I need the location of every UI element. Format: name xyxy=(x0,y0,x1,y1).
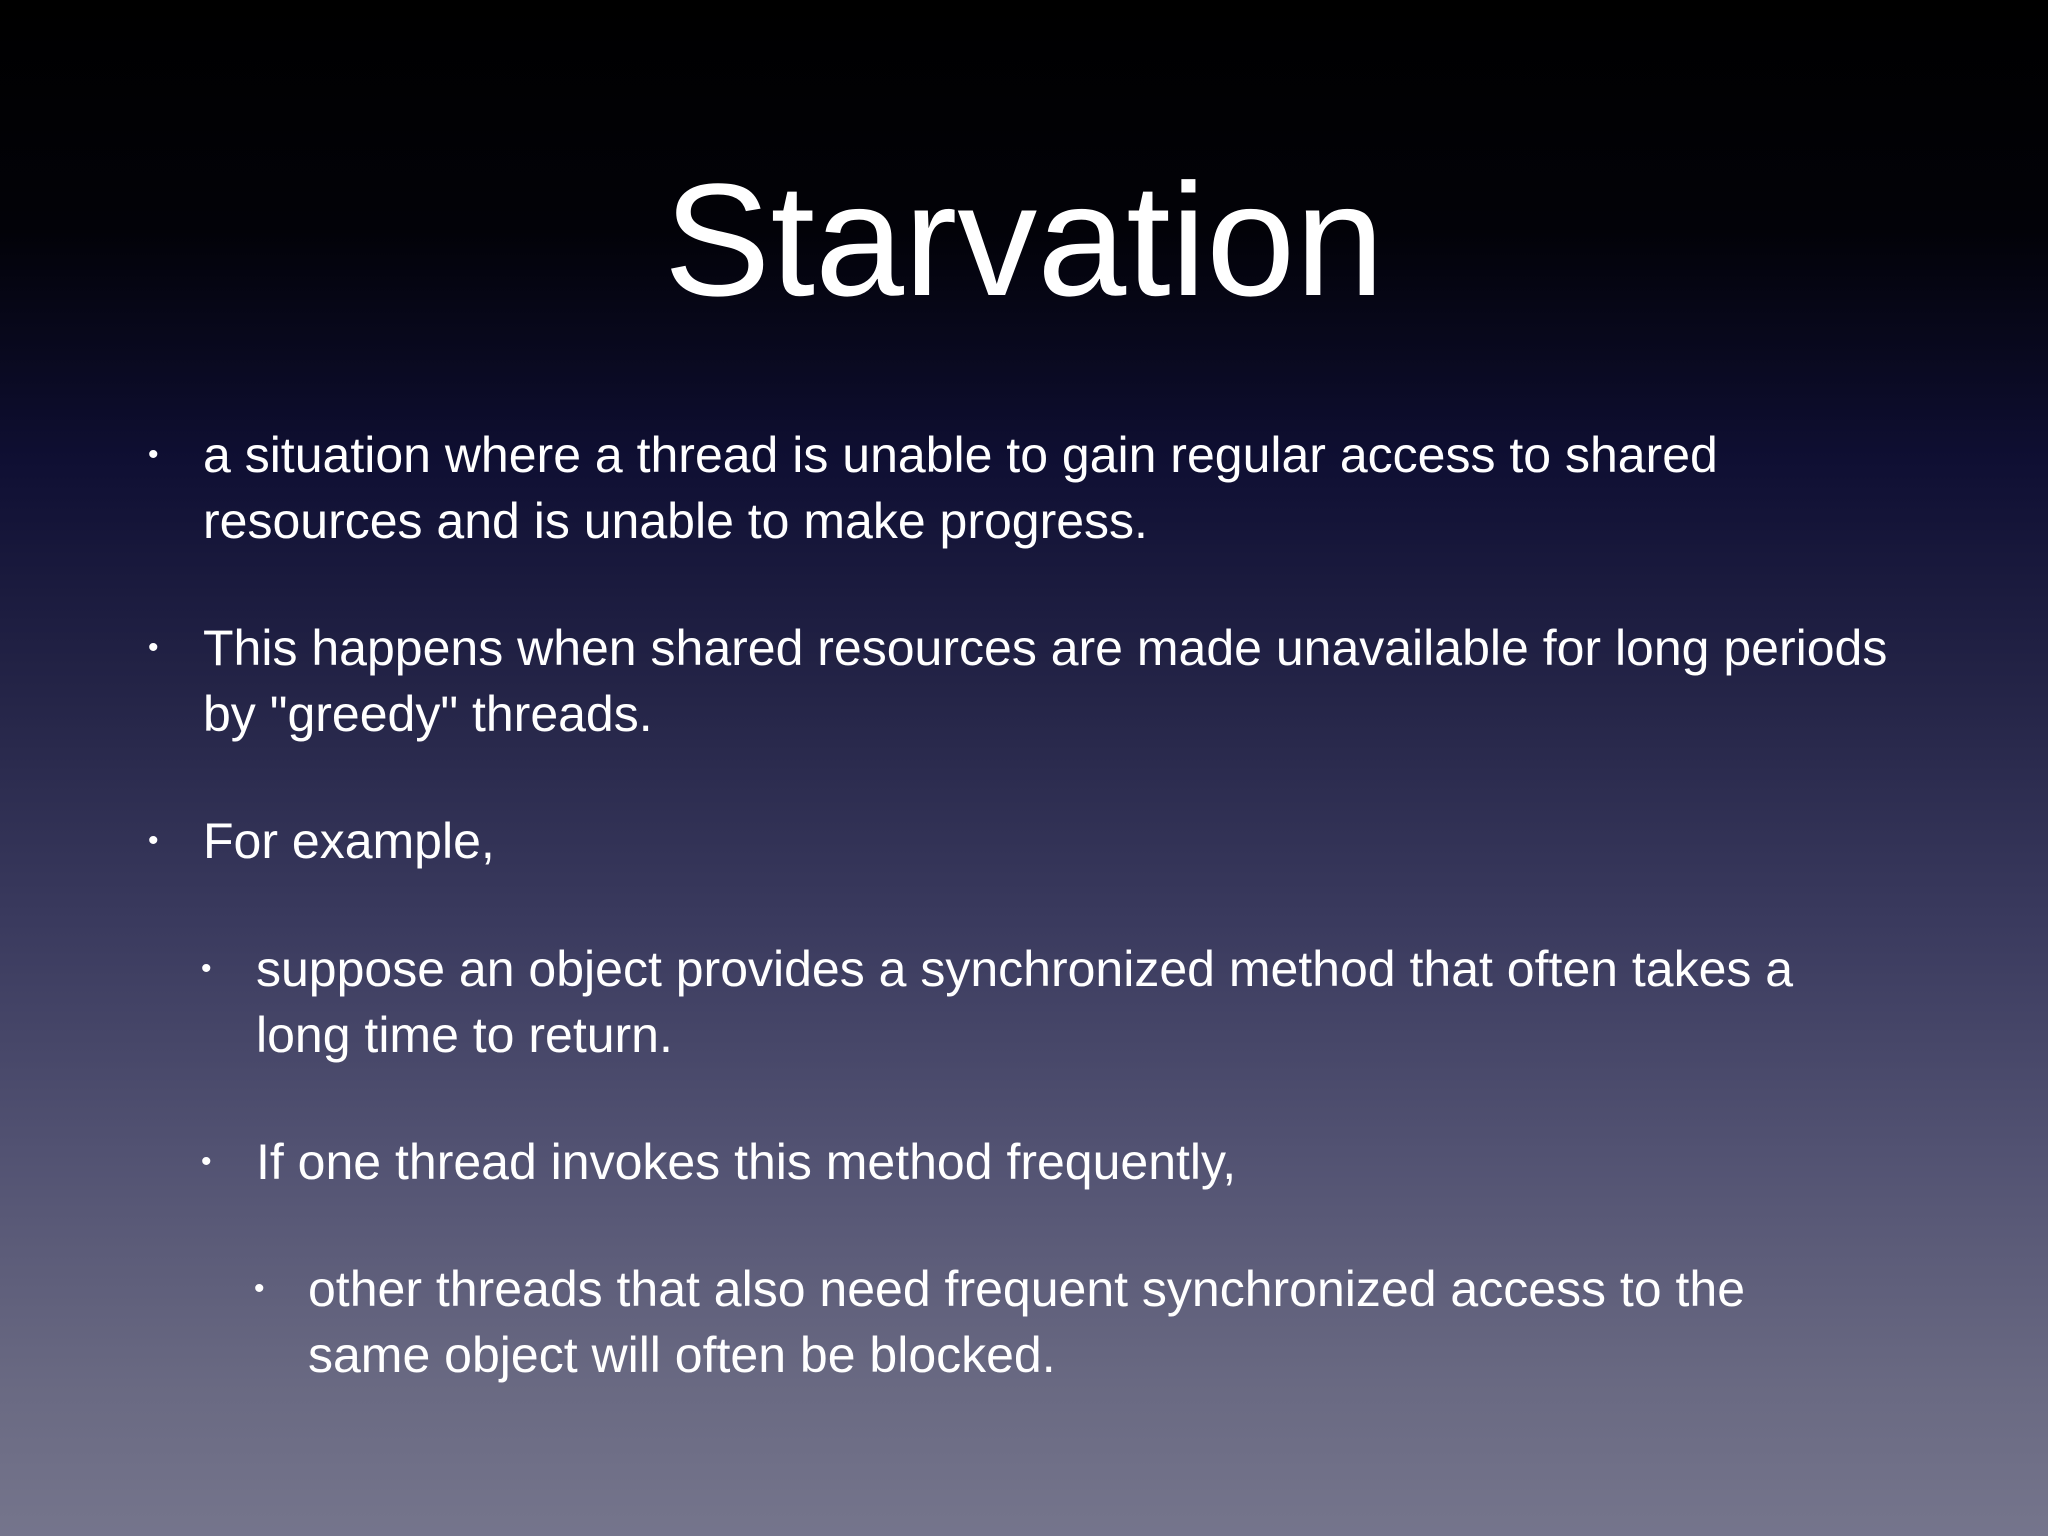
bullet-text: other threads that also need frequent synchronized access to the same object will often be blocked. xyxy=(308,1261,1746,1383)
bullet-text: For example, xyxy=(203,813,495,869)
bullet-text: a situation where a thread is unable to gain regular access to shared resources and is unable to make progress. xyxy=(203,427,1718,549)
bullet-text: If one thread invokes this method frequently, xyxy=(256,1134,1237,1190)
bullet-dot-icon: • xyxy=(201,1145,212,1178)
bullet-dot-icon: • xyxy=(254,1272,265,1305)
bullet-dot-icon: • xyxy=(148,438,159,471)
bullet-dot-icon: • xyxy=(201,952,212,985)
bullet-dot-icon: • xyxy=(148,631,159,664)
bullet-dot-icon: • xyxy=(148,824,159,857)
bullet-text: This happens when shared resources are made unavailable for long periods by "greedy" threads. xyxy=(203,620,1888,742)
slide-title: Starvation xyxy=(663,150,1385,329)
bullet-text: suppose an object provides a synchronized method that often takes a long time to return. xyxy=(256,941,1794,1063)
